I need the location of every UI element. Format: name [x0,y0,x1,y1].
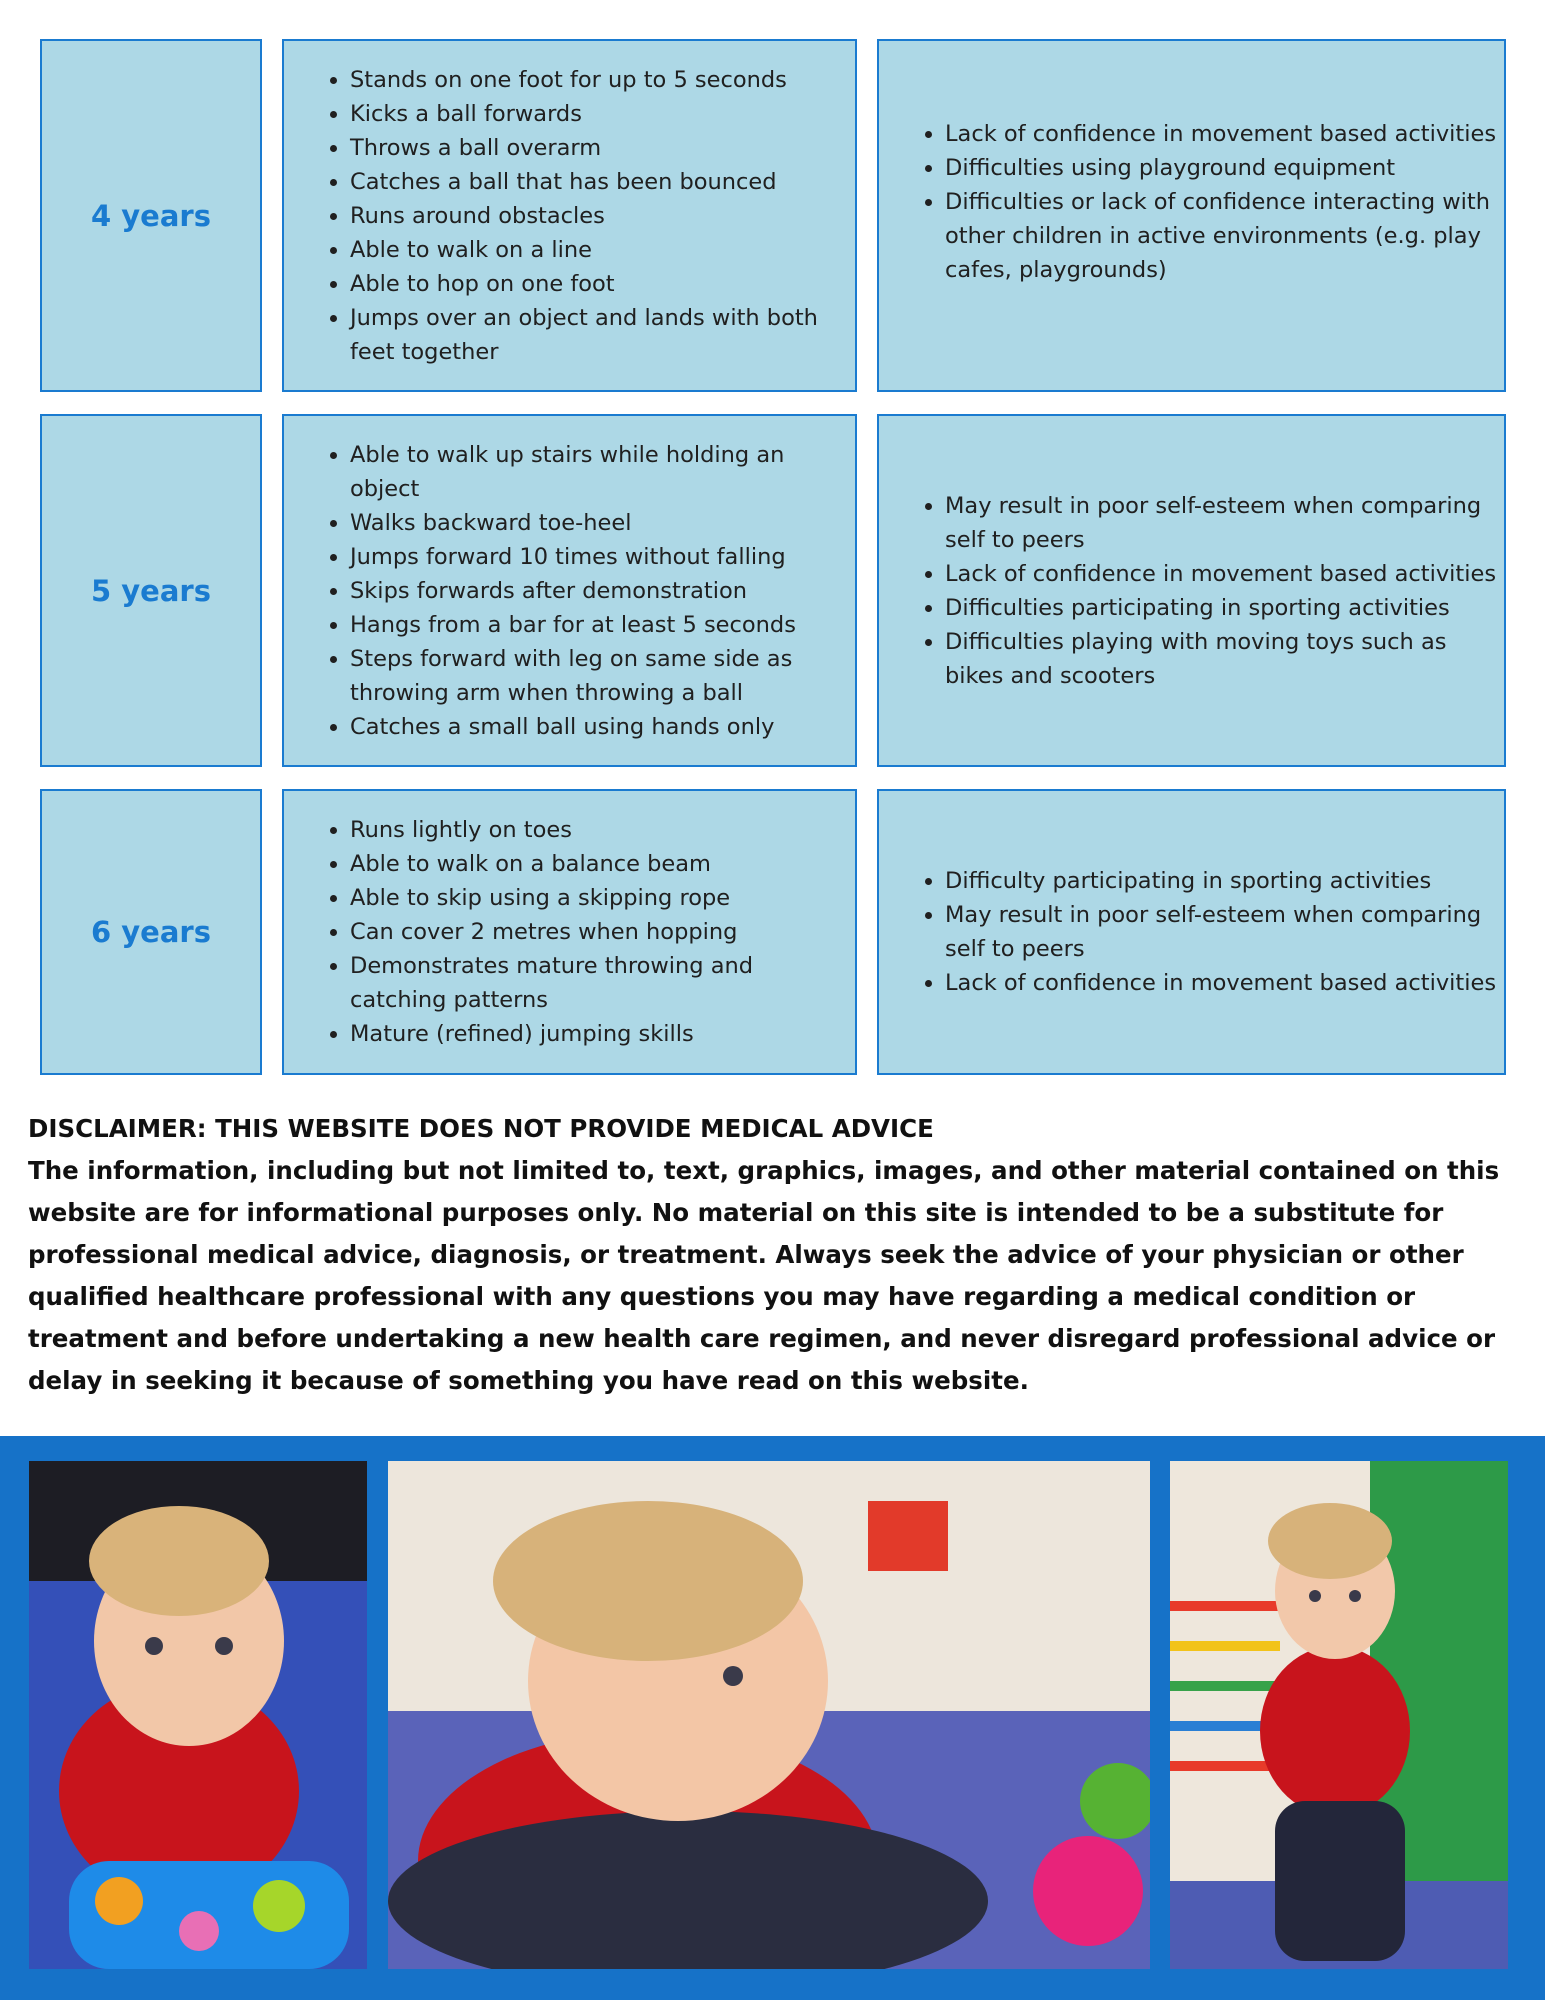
milestones-list [284,438,855,744]
disclaimer-heading: DISCLAIMER: THIS WEBSITE DOES NOT PROVIDE MEDICAL ADVICE [28,1114,934,1143]
list-item: • Kicks a ball forwards [350,97,855,131]
list-item: • Lack of confidence in movement based activities [945,117,1504,151]
list-item: • Skips forwards after demonstration [350,574,855,608]
milestones-list [284,63,855,369]
list-item: • Catches a small ball using hands only [350,710,855,744]
age-cell-5-years [40,414,262,767]
concerns-cell-5-years [877,414,1506,767]
list-item: • Mature (refined) jumping skills [350,1017,855,1051]
list-item: • Able to hop on one foot [350,267,855,301]
list-item: • Throws a ball overarm [350,131,855,165]
baby-crawling-with-toy-photo [29,1461,367,1969]
baby-crawling-on-mat-photo [388,1461,1150,1969]
list-item: • Jumps over an object and lands with both feet together [350,301,855,369]
list-item: • Difficulties playing with moving toys such as bikes and scooters [945,625,1504,693]
milestones-list [284,813,855,1051]
list-item: • Steps forward with leg on same side as throwing arm when throwing a ball [350,642,855,710]
list-item: • Difficulty participating in sporting activities [945,864,1504,898]
list-item: • Demonstrates mature throwing and catching patterns [350,949,855,1017]
age-label: 5 years [91,573,211,608]
list-item: • Able to walk up stairs while holding an object [350,438,855,506]
baby-standing-with-support-photo [1170,1461,1508,1969]
list-item: • Catches a ball that has been bounced [350,165,855,199]
list-item: • Hangs from a bar for at least 5 seconds [350,608,855,642]
age-cell-4-years [40,39,262,392]
list-item: • Able to walk on a line [350,233,855,267]
concerns-list [879,117,1504,287]
list-item: • Stands on one foot for up to 5 seconds [350,63,855,97]
list-item: • Difficulties using playground equipment [945,151,1504,185]
concerns-cell-6-years [877,789,1506,1075]
concerns-list [879,489,1504,693]
list-item: • Runs around obstacles [350,199,855,233]
milestones-cell-4-years [282,39,857,392]
list-item: • Jumps forward 10 times without falling [350,540,855,574]
list-item: • Difficulties or lack of confidence interacting with other children in active environments (e.g. play cafes, playgrounds) [945,185,1504,287]
age-label: 6 years [91,915,211,949]
concerns-cell-4-years [877,39,1506,392]
disclaimer-block [28,1108,1518,1402]
list-item: • Can cover 2 metres when hopping [350,915,855,949]
list-item: • Lack of confidence in movement based activities [945,557,1504,591]
milestones-cell-5-years [282,414,857,767]
list-item: • Lack of confidence in movement based activities [945,966,1504,1000]
list-item: • Runs lightly on toes [350,813,855,847]
list-item: • May result in poor self-esteem when comparing self to peers [945,489,1504,557]
list-item: • May result in poor self-esteem when comparing self to peers [945,898,1504,966]
age-label: 4 years [91,198,211,233]
age-cell-6-years [40,789,262,1075]
list-item: • Able to skip using a skipping rope [350,881,855,915]
disclaimer-body: The information, including but not limited to, text, graphics, images, and other material contained on this website are for informational purposes only. No material on this site is intended to be a substitute for professional medical advice, diagnosis, or treatment. Always seek the advice of your physician or other qualified healthcare professional with any questions you may have regarding a medical condition or treatment and before undertaking a new health care regimen, and never disregard professional advice or delay in seeking it because of something you have read on this website. [28,1156,1500,1395]
list-item: • Walks backward toe-heel [350,506,855,540]
milestones-cell-6-years [282,789,857,1075]
list-item: • Able to walk on a balance beam [350,847,855,881]
list-item: • Difficulties participating in sporting activities [945,591,1504,625]
concerns-list [879,864,1504,1000]
